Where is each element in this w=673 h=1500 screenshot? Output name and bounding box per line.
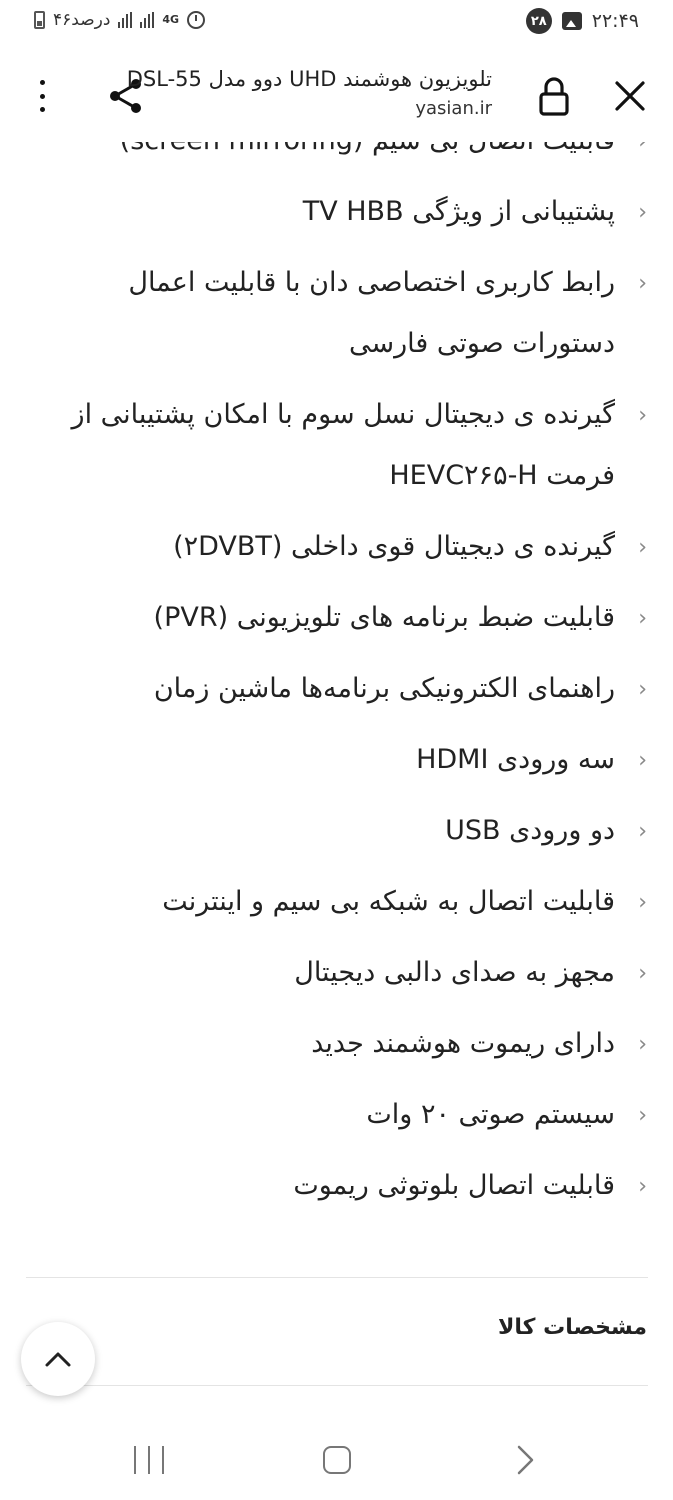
notification-count-badge: ۲۸ bbox=[526, 8, 552, 34]
close-icon[interactable] bbox=[610, 76, 650, 116]
scroll-to-top-button[interactable] bbox=[21, 1322, 95, 1396]
list-item bbox=[0, 1155, 673, 1216]
list-item-text: مجهز به صدای دالبی دیجیتال bbox=[294, 957, 615, 988]
chevron-left-icon: ‹ bbox=[638, 200, 647, 225]
status-left bbox=[34, 10, 205, 30]
list-item-text: دو ورودی USB bbox=[445, 815, 615, 846]
list-item bbox=[0, 516, 673, 577]
list-item bbox=[0, 1084, 673, 1145]
chevron-left-icon: ‹ bbox=[638, 890, 647, 915]
chevron-left-icon: ‹ bbox=[638, 1103, 647, 1128]
list-item bbox=[0, 871, 673, 932]
network-type-label: 4G bbox=[162, 13, 180, 26]
status-bar bbox=[0, 0, 673, 44]
back-icon[interactable] bbox=[512, 1444, 538, 1476]
list-item-text: پشتیبانی از ویژگی TV HBB bbox=[302, 196, 615, 227]
lock-icon[interactable] bbox=[534, 74, 574, 118]
feature-list bbox=[0, 110, 673, 1216]
divider bbox=[26, 1385, 648, 1386]
list-item-text: قابلیت ضبط برنامه های تلویزیونی (PVR) bbox=[153, 602, 615, 633]
specs-section-header[interactable]: مشخصات کالا bbox=[497, 1315, 647, 1340]
list-item bbox=[0, 181, 673, 242]
chevron-left-icon: ‹ bbox=[638, 1032, 647, 1057]
list-item-text: قابلیت اتصال به شبکه بی سیم و اینترنت bbox=[162, 886, 615, 917]
page-title: تلویزیون هوشمند UHD دوو مدل DSL-55 bbox=[126, 67, 492, 91]
page-url: yasian.ir bbox=[415, 98, 492, 119]
chevron-left-icon: ‹ bbox=[638, 748, 647, 773]
signal-icon bbox=[118, 12, 132, 28]
list-item-text: قابلیت اتصال بلوتوثی ریموت bbox=[293, 1170, 615, 1201]
battery-icon bbox=[34, 11, 45, 29]
chevron-left-icon: ‹ bbox=[638, 677, 647, 702]
list-item-text: راهنمای الکترونیکی برنامه‌ها ماشین زمان bbox=[153, 673, 615, 704]
chevron-left-icon: ‹ bbox=[638, 606, 647, 631]
signal-icon-secondary bbox=[140, 12, 154, 28]
chevron-up-icon bbox=[43, 1349, 73, 1369]
home-icon[interactable] bbox=[323, 1446, 351, 1474]
list-item-text: سیستم صوتی ۲۰ وات bbox=[366, 1099, 615, 1130]
list-item bbox=[0, 587, 673, 648]
list-item bbox=[0, 384, 673, 506]
list-item bbox=[0, 252, 673, 374]
feature-content bbox=[0, 110, 673, 1226]
list-item-text: گیرنده ی دیجیتال نسل سوم با امکان پشتیبانی از فرمت HEVC۲۶۵-H bbox=[71, 399, 615, 491]
list-item-text: رابط کاربری اختصاصی دان با قابلیت اعمال دستورات صوتی فارسی bbox=[128, 267, 615, 359]
list-item bbox=[0, 658, 673, 719]
chevron-left-icon: ‹ bbox=[638, 961, 647, 986]
list-item bbox=[0, 942, 673, 1003]
list-item-text: دارای ریموت هوشمند جدید bbox=[311, 1028, 615, 1059]
chevron-left-icon: ‹ bbox=[638, 1174, 647, 1199]
battery-percentage: ۴۶درصد bbox=[53, 10, 111, 30]
divider bbox=[26, 1277, 648, 1278]
chevron-left-icon: ‹ bbox=[638, 819, 647, 844]
recent-apps-icon[interactable] bbox=[134, 1446, 164, 1474]
address-area[interactable] bbox=[126, 64, 492, 134]
alarm-icon bbox=[187, 11, 205, 29]
chevron-left-icon: ‹ bbox=[638, 403, 647, 428]
system-nav-bar bbox=[0, 1420, 673, 1500]
list-item bbox=[0, 800, 673, 861]
list-item-text: گیرنده ی دیجیتال قوی داخلی (۲DVBT) bbox=[173, 531, 615, 562]
list-item-text: سه ورودی HDMI bbox=[416, 744, 615, 775]
clock: ۲۲:۴۹ bbox=[591, 10, 639, 32]
chevron-left-icon: ‹ bbox=[638, 535, 647, 560]
list-item bbox=[0, 729, 673, 790]
gallery-icon bbox=[562, 12, 582, 30]
browser-toolbar bbox=[0, 52, 673, 142]
list-item bbox=[0, 1013, 673, 1074]
chevron-left-icon: ‹ bbox=[638, 271, 647, 296]
more-options-icon[interactable] bbox=[30, 76, 54, 116]
status-right bbox=[526, 8, 639, 34]
